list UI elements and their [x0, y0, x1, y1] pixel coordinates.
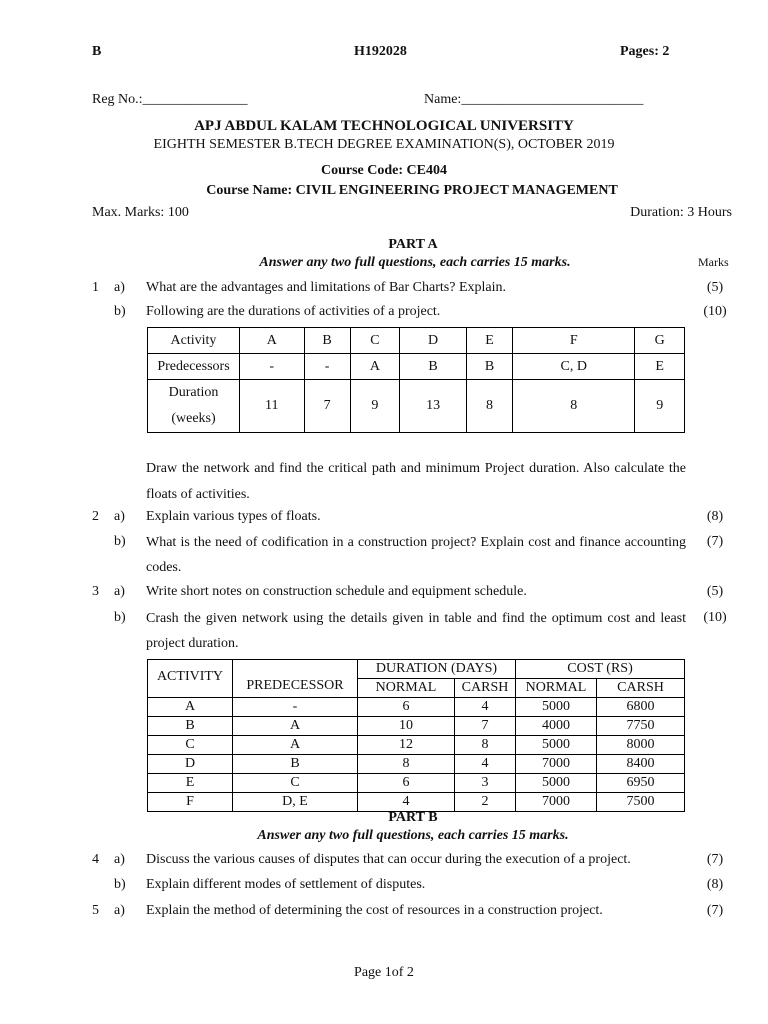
table-cell: 13 [400, 380, 467, 433]
set-code: B [92, 44, 102, 59]
question-text: Crash the given network using the details given in table and find the optimum cost and least project duration. [146, 611, 686, 651]
table-cell: 7 [304, 380, 350, 433]
header-duration-crash: CARSH [455, 679, 516, 698]
question-number: 5 [92, 903, 99, 918]
marks: (8) [706, 877, 724, 892]
crash-cost-table [147, 659, 685, 812]
question-text: Explain different modes of settlement of disputes. [146, 877, 426, 892]
course-name: Course Name: CIVIL ENGINEERING PROJECT MANAGEMENT [206, 183, 618, 198]
question-number: 1 [92, 280, 99, 295]
header-duration-normal: NORMAL [358, 679, 455, 698]
table-cell: 7750 [597, 717, 685, 736]
table-cell: 4 [455, 698, 516, 717]
table-cell: D, E [233, 793, 358, 812]
table-cell: 6800 [597, 698, 685, 717]
sub-label: b) [114, 304, 126, 319]
table-cell: 4 [455, 755, 516, 774]
table-row [148, 354, 685, 380]
table-cell: A [240, 328, 305, 354]
university-title: APJ ABDUL KALAM TECHNOLOGICAL UNIVERSITY [194, 118, 574, 134]
table-cell: 5000 [516, 736, 597, 755]
page-count: Pages: 2 [620, 44, 670, 59]
header-cost: COST (RS) [516, 660, 685, 679]
table-cell: 3 [455, 774, 516, 793]
table-cell: 4 [358, 793, 455, 812]
table-row [148, 380, 685, 433]
sub-label: b) [114, 610, 126, 625]
sub-label: a) [114, 903, 125, 918]
table-cell: E [148, 774, 233, 793]
table-cell: B [304, 328, 350, 354]
table-cell: C [148, 736, 233, 755]
table-cell: 12 [358, 736, 455, 755]
table-cell: 7000 [516, 755, 597, 774]
table-cell: 8400 [597, 755, 685, 774]
question-text: What is the need of codification in a construction project? Explain cost and finance accounting codes. [146, 535, 686, 575]
header-cost-crash: CARSH [597, 679, 685, 698]
table-cell: 6 [358, 774, 455, 793]
table-cell: C [233, 774, 358, 793]
table-cell: 6 [358, 698, 455, 717]
table-row [148, 717, 685, 736]
table-cell: 5000 [516, 774, 597, 793]
question-text: What are the advantages and limitations of Bar Charts? Explain. [146, 280, 506, 295]
table-cell: 2 [455, 793, 516, 812]
sub-label: a) [114, 584, 125, 599]
question-text: Discuss the various causes of disputes that can occur during the execution of a project. [146, 852, 631, 867]
table-cell: F [513, 328, 635, 354]
header-duration: DURATION (DAYS) [358, 660, 516, 679]
table-cell: 8 [455, 736, 516, 755]
table-cell: 10 [358, 717, 455, 736]
table-cell: B [148, 717, 233, 736]
duration-label: Duration [168, 385, 219, 400]
marks: (7) [706, 903, 724, 918]
part-a-title: PART A [388, 237, 438, 252]
question-2a [0, 509, 768, 529]
sub-label: b) [114, 534, 126, 549]
question-text: Explain various types of floats. [146, 509, 321, 524]
part-b-instruction: Answer any two full questions, each carries 15 marks. [257, 828, 569, 843]
question-text: Write short notes on construction schedule and equipment schedule. [146, 584, 527, 599]
header-activity: ACTIVITY [148, 660, 233, 698]
table-row [148, 736, 685, 755]
table-cell: A [233, 736, 358, 755]
question-number: 3 [92, 584, 99, 599]
table-cell: 4000 [516, 717, 597, 736]
table-cell: - [240, 354, 305, 380]
sub-label: b) [114, 877, 126, 892]
marks: (10) [703, 304, 727, 319]
table-cell: 8 [513, 380, 635, 433]
table-cell: 8 [467, 380, 513, 433]
table-cell: 7500 [597, 793, 685, 812]
marks: (8) [706, 509, 724, 524]
question-number: 4 [92, 852, 99, 867]
question-1b-instruction: Draw the network and find the critical path and minimum Project duration. Also calculate the floats of activities. [146, 461, 686, 502]
table-cell: A [148, 698, 233, 717]
table-cell: E [635, 354, 685, 380]
table-cell: F [148, 793, 233, 812]
table-cell: B [467, 354, 513, 380]
table-cell [148, 380, 240, 433]
table-cell: 9 [635, 380, 685, 433]
table-cell: 11 [240, 380, 305, 433]
table-cell: G [635, 328, 685, 354]
table-cell: A [233, 717, 358, 736]
table-cell: 8000 [597, 736, 685, 755]
table-row [148, 698, 685, 717]
paper-code: H192028 [354, 44, 407, 59]
table-row [148, 774, 685, 793]
table-cell: Predecessors [148, 354, 240, 380]
reg-no-field: Reg No.:_______________ [92, 92, 248, 107]
table-cell: 5000 [516, 698, 597, 717]
duration-unit: (weeks) [171, 411, 216, 426]
course-code: Course Code: CE404 [321, 163, 447, 178]
table-row [148, 793, 685, 812]
table-cell: 9 [350, 380, 400, 433]
table-row [148, 328, 685, 354]
marks: (7) [706, 852, 724, 867]
question-2b [0, 534, 768, 582]
marks: (5) [706, 280, 724, 295]
table-cell: - [233, 698, 358, 717]
sub-label: a) [114, 280, 125, 295]
question-3a [0, 584, 768, 604]
table-cell: 7 [455, 717, 516, 736]
header-cost-normal: NORMAL [516, 679, 597, 698]
question-1a [0, 280, 768, 300]
question-number: 2 [92, 509, 99, 524]
table-cell: C, D [513, 354, 635, 380]
table-cell: 7000 [516, 793, 597, 812]
table-cell: B [400, 354, 467, 380]
table-cell: D [400, 328, 467, 354]
part-a-instruction: Answer any two full questions, each carries 15 marks. [259, 255, 571, 270]
duration: Duration: 3 Hours [630, 205, 732, 220]
sub-label: a) [114, 509, 125, 524]
marks: (5) [706, 584, 724, 599]
table-cell: B [233, 755, 358, 774]
table-cell: E [467, 328, 513, 354]
question-4a [0, 852, 768, 872]
question-text: Explain the method of determining the cost of resources in a construction project. [146, 903, 603, 918]
part-b-title: PART B [388, 810, 438, 825]
table-cell: Activity [148, 328, 240, 354]
table-cell: D [148, 755, 233, 774]
table-row [148, 755, 685, 774]
table-cell: 6950 [597, 774, 685, 793]
question-text: Following are the durations of activities of a project. [146, 304, 441, 319]
question-3b [0, 610, 768, 658]
name-field: Name:__________________________ [424, 92, 644, 107]
table-header-row [148, 660, 685, 679]
marks: (7) [706, 534, 724, 549]
exam-title: EIGHTH SEMESTER B.TECH DEGREE EXAMINATION(S), OCTOBER 2019 [153, 137, 615, 152]
marks-label: Marks [698, 255, 729, 269]
question-1b [0, 304, 768, 324]
question-4b [0, 877, 768, 897]
question-5a [0, 903, 768, 923]
page-footer: Page 1of 2 [354, 965, 414, 980]
table-cell: 8 [358, 755, 455, 774]
activity-duration-table [147, 327, 685, 433]
sub-label: a) [114, 852, 125, 867]
table-cell: A [350, 354, 400, 380]
table-cell: - [304, 354, 350, 380]
marks: (10) [703, 610, 727, 625]
header-predecessor: PREDECESSOR [233, 660, 358, 698]
table-cell: C [350, 328, 400, 354]
max-marks: Max. Marks: 100 [92, 205, 189, 220]
